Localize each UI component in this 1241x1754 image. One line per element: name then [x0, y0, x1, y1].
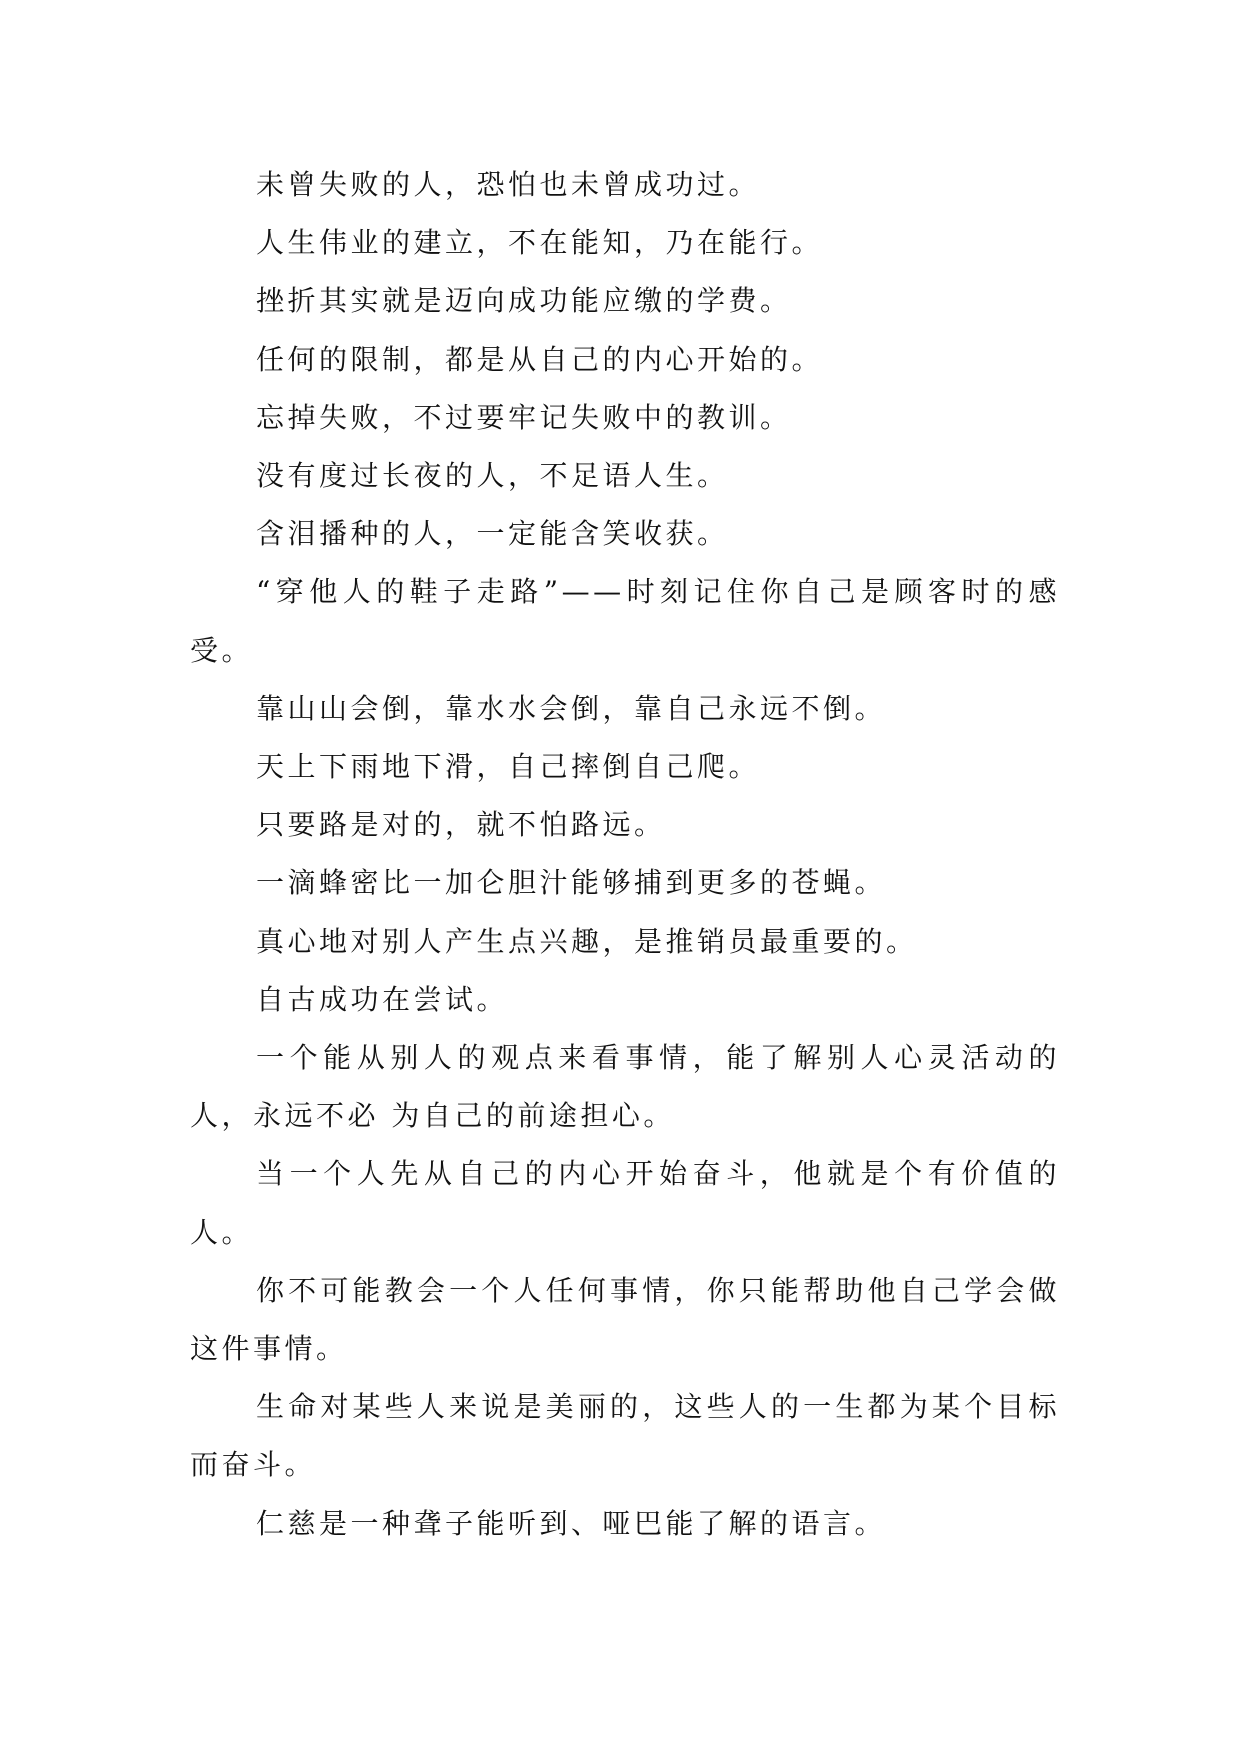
quote-paragraph: 自古成功在尝试。	[256, 982, 509, 1016]
quote-paragraph: 未曾失败的人，恐怕也未曾成功过。	[256, 168, 761, 201]
quote-paragraph: 仁慈是一种聋子能听到、哑巴能了解的语言。	[256, 1506, 887, 1540]
quote-paragraph: 人生伟业的建立，不在能知，乃在能行。	[256, 226, 824, 260]
quote-paragraph: 当一个人先从自己的内心开始奋斗，他就是个有价值的人。	[190, 1157, 1060, 1249]
quote-paragraph: 靠山山会倒，靠水水会倒，靠自己永远不倒。	[256, 691, 887, 725]
quote-paragraph: 天上下雨地下滑，自己摔倒自己爬。	[256, 750, 761, 784]
document-body	[190, 156, 1060, 1553]
quote-paragraph: 没有度过长夜的人，不足语人生。	[256, 459, 729, 493]
quote-paragraph: 只要路是对的，就不怕路远。	[256, 808, 666, 842]
quote-paragraph: 生命对某些人来说是美丽的，这些人的一生都为某个目标而奋斗。	[190, 1390, 1060, 1482]
quote-paragraph: 含泪播种的人，一定能含笑收获。	[256, 517, 729, 551]
quote-paragraph: 一个能从别人的观点来看事情，能了解别人心灵活动的人，永远不必 为自己的前途担心。	[190, 1041, 1060, 1133]
quote-paragraph: 一滴蜂密比一加仑胆汁能够捕到更多的苍蝇。	[256, 866, 887, 900]
quote-paragraph: 你不可能教会一个人任何事情，你只能帮助他自己学会做这件事情。	[190, 1273, 1060, 1366]
quote-paragraph: 真心地对别人产生点兴趣，是推销员最重要的。	[256, 924, 918, 958]
quote-paragraph: 忘掉失败，不过要牢记失败中的教训。	[256, 400, 792, 434]
quote-paragraph: 挫折其实就是迈向成功能应缴的学费。	[256, 284, 792, 318]
quote-paragraph: 任何的限制，都是从自己的内心开始的。	[256, 342, 824, 376]
quote-paragraph: “穿他人的鞋子走路”——时刻记住你自己是顾客时的感受。	[190, 575, 1060, 667]
